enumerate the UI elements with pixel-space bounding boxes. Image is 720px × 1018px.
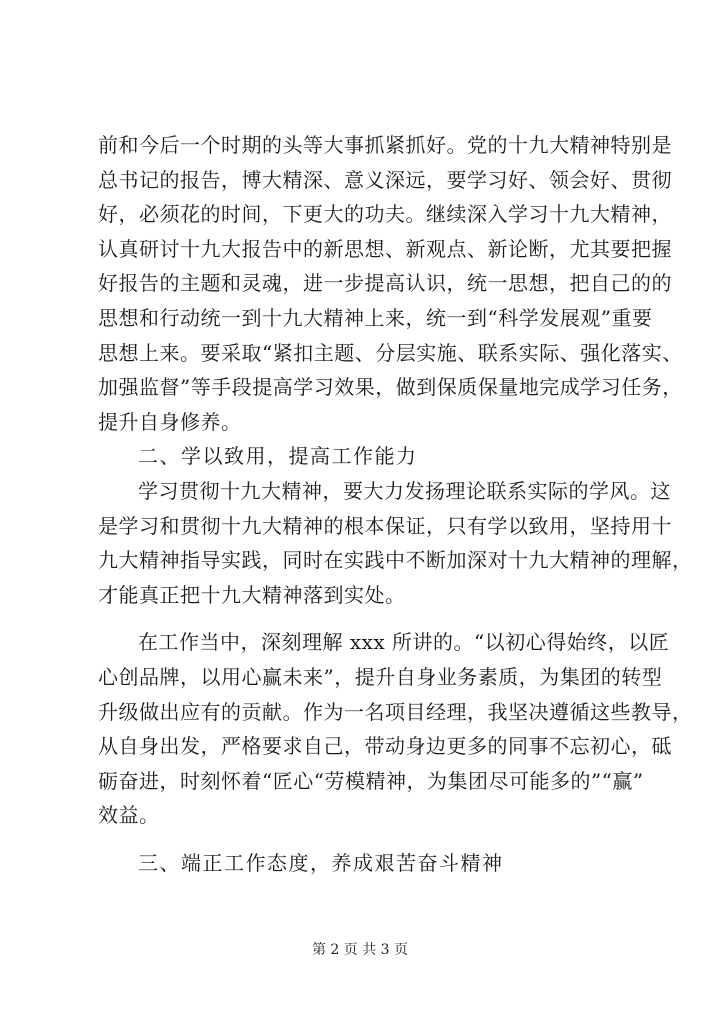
text-line: 加强监督”等手段提高学习效果，做到保质保量地完成学习任务，	[98, 375, 683, 400]
text-line: 好，必须花的时间，下更大的功夫。继续深入学习十九大精神，	[98, 202, 672, 227]
text-line: 思想和行动统一到十九大精神上来，统一到“科学发展观”重要	[98, 305, 653, 330]
section-heading-2: 二、学以致用，提高工作能力	[138, 444, 418, 469]
text-line: 从自身出发，严格要求自己，带动身边更多的同事不忘初心，砥	[98, 734, 672, 759]
text-line: 提升自身修养。	[98, 409, 242, 434]
paragraph-gap	[98, 833, 658, 846]
text-line: 思想上来。要采取“紧扣主题、分层实施、联系实际、强化落实、	[98, 340, 683, 365]
page-footer: 第 2 页 共 3 页	[311, 942, 409, 958]
text-line: 总书记的报告，博大精深、意义深远，要学习好、领会好、贯彻	[98, 167, 672, 192]
text-line: 在工作当中，深刻理解 xxx 所讲的。“以初心得始终，以匠	[138, 630, 670, 655]
paragraph-2	[98, 474, 693, 612]
document-body	[98, 128, 693, 880]
text-line: 砺奋进，时刻怀着“匠心“劳模精神，为集团尽可能多的”“赢”	[98, 768, 644, 793]
text-line: 九大精神指导实践，同时在实践中不断加深对十九大精神的理解，	[98, 548, 693, 573]
text-line: 才能真正把十九大精神落到实处。	[98, 582, 406, 607]
text-line: 是学习和贯彻十九大精神的根本保证，只有学以致用，坚持用十	[98, 513, 672, 538]
text-line: 心创品牌，以用心赢未来”，提升自身业务素质，为集团的转型	[98, 664, 663, 689]
text-line: 认真研讨十九大报告中的新思想、新观点、新论断，尤其要把握	[98, 236, 672, 261]
section-heading-3: 三、端正工作态度，养成艰苦奋斗精神	[138, 850, 504, 875]
text-line: 好报告的主题和灵魂，进一步提高认识，统一思想，把自己的的	[98, 271, 672, 296]
text-line: 学习贯彻十九大精神，要大力发扬理论联系实际的学风。这	[138, 478, 671, 503]
text-line: 效益。	[98, 803, 160, 828]
text-line: 前和今后一个时期的头等大事抓紧抓好。党的十九大精神特别是	[98, 133, 672, 157]
paragraph-3	[98, 625, 693, 833]
text-line: 升级做出应有的贡献。作为一名项目经理，我坚决遵循这些教导，	[98, 699, 693, 724]
paragraph-1	[98, 128, 683, 439]
paragraph-gap	[98, 612, 658, 625]
